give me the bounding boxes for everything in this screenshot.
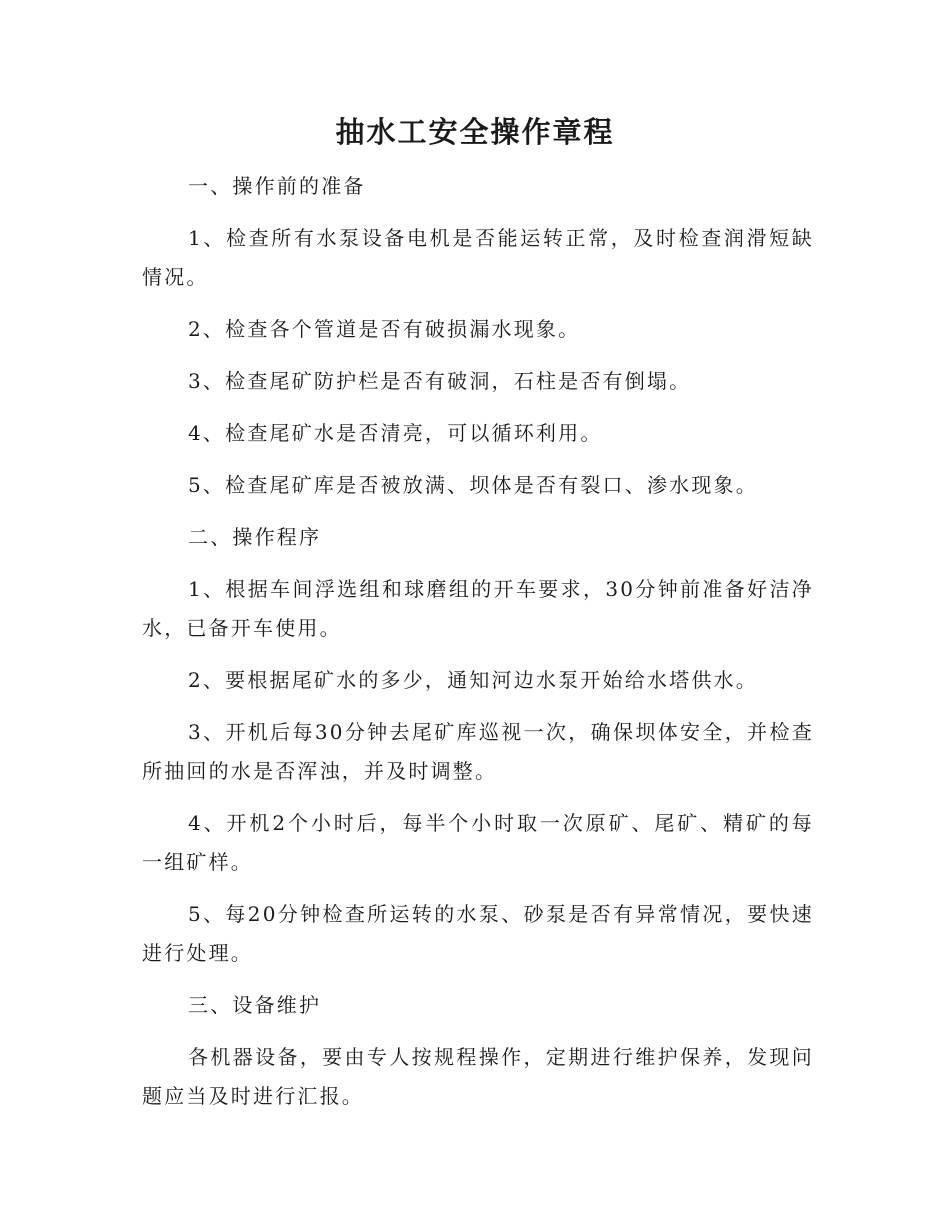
paragraph-proc-4: 4、开机2个小时后，每半个小时取一次原矿、尾矿、精矿的每一组矿样。 bbox=[142, 811, 814, 874]
paragraph-proc-2: 2、要根据尾矿水的多少，通知河边水泵开始给水塔供水。 bbox=[188, 668, 758, 692]
paragraph-prep-3: 3、检查尾矿防护栏是否有破洞，石柱是否有倒塌。 bbox=[188, 369, 692, 393]
paragraph-maintenance: 各机器设备，要由专人按规程操作，定期进行维护保养，发现问题应当及时进行汇报。 bbox=[142, 1045, 814, 1108]
paragraph-proc-1: 1、根据车间浮选组和球磨组的开车要求，30分钟前准备好洁净水，已备开车使用。 bbox=[142, 577, 814, 640]
paragraph-prep-5: 5、检查尾矿库是否被放满、坝体是否有裂口、渗水现象。 bbox=[188, 473, 758, 497]
paragraph-prep-4: 4、检查尾矿水是否清亮，可以循环利用。 bbox=[188, 421, 603, 445]
paragraph-prep-2: 2、检查各个管道是否有破损漏水现象。 bbox=[188, 317, 581, 341]
paragraph-proc-5: 5、每20分钟检查所运转的水泵、砂泵是否有异常情况，要快速进行处理。 bbox=[142, 902, 814, 965]
paragraph-prep-1: 1、检查所有水泵设备电机是否能运转正常，及时检查润滑短缺情况。 bbox=[142, 226, 814, 289]
section-heading-maintenance: 三、设备维护 bbox=[188, 993, 322, 1017]
document-body bbox=[142, 167, 814, 1116]
section-heading-procedure: 二、操作程序 bbox=[188, 525, 322, 549]
section-heading-preparation: 一、操作前的准备 bbox=[188, 174, 366, 198]
document-title: 抽水工安全操作章程 bbox=[335, 115, 615, 149]
paragraph-proc-3: 3、开机后每30分钟去尾矿库巡视一次，确保坝体安全，并检查所抽回的水是否浑浊，并及时调整。 bbox=[142, 720, 814, 783]
